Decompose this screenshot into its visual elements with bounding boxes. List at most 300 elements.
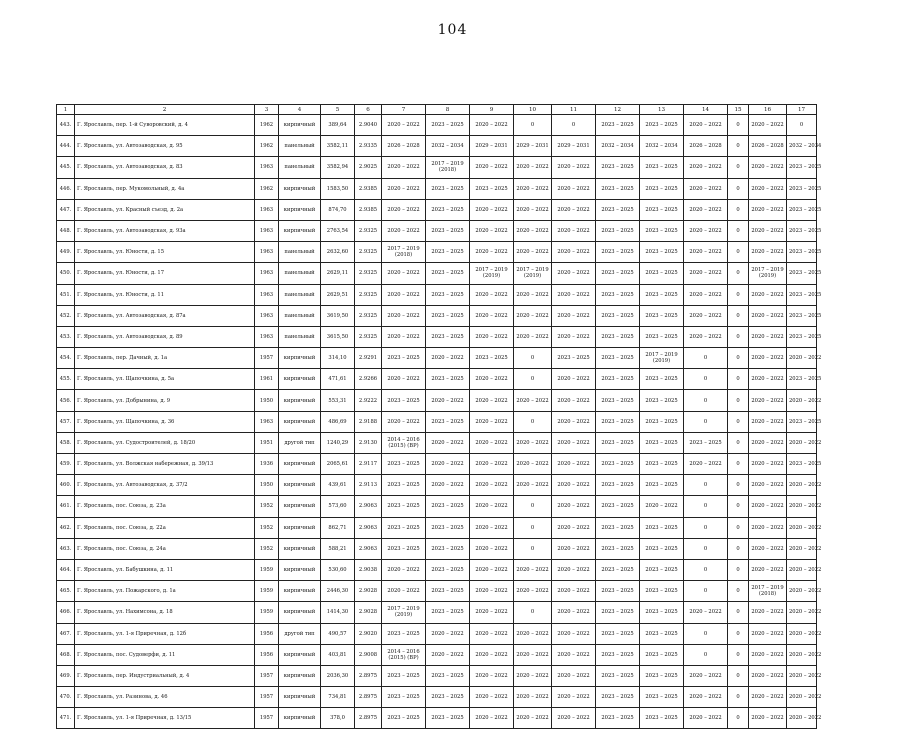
table-cell: 2023 – 2025	[596, 199, 640, 220]
table-cell: 2032 – 2034	[640, 136, 684, 157]
table-cell: 2023 – 2025	[640, 369, 684, 390]
table-cell: 2020 – 2022	[684, 220, 728, 241]
table-cell: 2020 – 2022	[552, 454, 596, 475]
address-cell: Г. Ярославль, ул. Разинова, д. 46	[75, 687, 255, 708]
table-cell: 2.9130	[355, 432, 382, 453]
table-cell: 2632,60	[321, 242, 355, 263]
table-cell: 2023 – 2025	[640, 517, 684, 538]
table-cell: 451.	[57, 284, 75, 305]
table-cell: 2032 – 2034	[426, 136, 470, 157]
table-cell: 2020 – 2022	[684, 178, 728, 199]
table-cell: 0	[787, 115, 817, 136]
table-cell: 2017 – 2019 (2019)	[514, 263, 552, 284]
table-cell: 0	[728, 305, 749, 326]
table-cell: 2023 – 2025	[596, 602, 640, 623]
table-cell: 2020 – 2022	[749, 348, 787, 369]
table-cell: 2020 – 2022	[787, 581, 817, 602]
table-cell: 0	[728, 284, 749, 305]
address-cell: Г. Ярославль, пер. Дачный, д. 1а	[75, 348, 255, 369]
table-cell: 2020 – 2022	[514, 220, 552, 241]
table-cell: 0	[728, 390, 749, 411]
table-cell: 0	[684, 517, 728, 538]
table-cell: 448.	[57, 220, 75, 241]
table-cell: 2020 – 2022	[749, 178, 787, 199]
table-cell: 2020 – 2022	[749, 644, 787, 665]
table-cell: 0	[728, 220, 749, 241]
address-cell: Г. Ярославль, ул. Автозаводская, д. 89	[75, 326, 255, 347]
table-cell: 3582,94	[321, 157, 355, 178]
table-cell: 2023 – 2025	[640, 665, 684, 686]
table-cell: 1414,30	[321, 602, 355, 623]
column-header: 12	[596, 105, 640, 115]
table-cell: 2023 – 2025	[640, 475, 684, 496]
table-cell: 2020 – 2022	[787, 348, 817, 369]
address-cell: Г. Ярославль, пер. 1-й Суворовский, д. 4	[75, 115, 255, 136]
table-cell: 2020 – 2022	[749, 115, 787, 136]
address-cell: Г. Ярославль, пер. Мукомольный, д. 4а	[75, 178, 255, 199]
table-cell: кирпичный	[279, 390, 321, 411]
table-cell: 2023 – 2025	[426, 178, 470, 199]
table-cell: 2023 – 2025	[596, 157, 640, 178]
table-cell: 1956	[255, 623, 279, 644]
table-cell: 1957	[255, 348, 279, 369]
table-cell: 2020 – 2022	[552, 644, 596, 665]
table-cell: 2020 – 2022	[749, 432, 787, 453]
table-cell: 452.	[57, 305, 75, 326]
column-header: 3	[255, 105, 279, 115]
table-cell: 1950	[255, 390, 279, 411]
table-cell: 2020 – 2022	[514, 475, 552, 496]
table-cell: 2023 – 2025	[426, 411, 470, 432]
table-cell: 2.9325	[355, 242, 382, 263]
table-cell: кирпичный	[279, 517, 321, 538]
table-cell: 2020 – 2022	[470, 687, 514, 708]
table-cell: 2020 – 2022	[552, 199, 596, 220]
table-cell: 2023 – 2025	[426, 665, 470, 686]
table-row	[57, 517, 817, 538]
table-cell: 2.9063	[355, 538, 382, 559]
table-cell: 0	[728, 517, 749, 538]
table-cell: 0	[684, 369, 728, 390]
table-cell: 0	[728, 242, 749, 263]
column-header: 7	[382, 105, 426, 115]
table-cell: 2020 – 2022	[787, 665, 817, 686]
table-row	[57, 559, 817, 580]
table-cell: 2.8975	[355, 687, 382, 708]
table-cell: 0	[514, 538, 552, 559]
table-cell: 2023 – 2025	[640, 411, 684, 432]
table-cell: 2020 – 2022	[684, 708, 728, 729]
table-cell: 0	[684, 390, 728, 411]
table-cell: 0	[514, 517, 552, 538]
table-cell: 2023 – 2025	[596, 454, 640, 475]
table-cell: 2020 – 2022	[470, 602, 514, 623]
table-cell: 0	[728, 708, 749, 729]
table-cell: 468.	[57, 644, 75, 665]
table-cell: 2.9028	[355, 581, 382, 602]
table-cell: 2023 – 2025	[552, 348, 596, 369]
table-cell: 2023 – 2025	[596, 284, 640, 305]
table-cell: 465.	[57, 581, 75, 602]
schedule-table	[56, 104, 822, 729]
table-cell: 2023 – 2025	[382, 687, 426, 708]
table-cell: 2023 – 2025	[382, 454, 426, 475]
table-cell: 2020 – 2022	[684, 115, 728, 136]
table-cell: 1959	[255, 581, 279, 602]
table-cell: 0	[728, 348, 749, 369]
table-cell: 0	[728, 178, 749, 199]
table-cell: 2023 – 2025	[640, 263, 684, 284]
table-cell: 2020 – 2022	[514, 199, 552, 220]
table-cell: 2020 – 2022	[514, 178, 552, 199]
table-cell: панельный	[279, 157, 321, 178]
table-cell: 2023 – 2025	[426, 220, 470, 241]
table-cell: 2023 – 2025	[640, 305, 684, 326]
table-cell: 2036,30	[321, 665, 355, 686]
address-cell: Г. Ярославль, ул. Добрынина, д. 9	[75, 390, 255, 411]
table-cell: панельный	[279, 284, 321, 305]
table-cell: 2065,61	[321, 454, 355, 475]
table-cell: 2020 – 2022	[470, 475, 514, 496]
table-cell: 2.9325	[355, 263, 382, 284]
address-cell: Г. Ярославль, ул. 1-я Приречная, д. 13/15	[75, 708, 255, 729]
table-cell: 2023 – 2025	[426, 284, 470, 305]
address-cell: Г. Ярославль, ул. Волжская набережная, д. 39/13	[75, 454, 255, 475]
table-row	[57, 284, 817, 305]
table-cell: 2020 – 2022	[514, 708, 552, 729]
table-cell: 1952	[255, 496, 279, 517]
table-cell: 2023 – 2025	[382, 708, 426, 729]
table-cell: 2020 – 2022	[787, 708, 817, 729]
table-row	[57, 454, 817, 475]
table-cell: 2023 – 2025	[640, 284, 684, 305]
table-row	[57, 411, 817, 432]
table-cell: кирпичный	[279, 199, 321, 220]
table-cell: 2.9025	[355, 157, 382, 178]
table-row	[57, 157, 817, 178]
table-cell: 2023 – 2025	[596, 411, 640, 432]
table-cell: 1961	[255, 369, 279, 390]
table-cell: 2020 – 2022	[684, 602, 728, 623]
table-cell: 2020 – 2022	[382, 199, 426, 220]
column-header: 16	[749, 105, 787, 115]
address-cell: Г. Ярославль, пос. Союза, д. 24а	[75, 538, 255, 559]
table-cell: 2023 – 2025	[596, 390, 640, 411]
table-cell: 2020 – 2022	[787, 496, 817, 517]
table-cell: 2020 – 2022	[749, 157, 787, 178]
table-cell: 2023 – 2025	[684, 432, 728, 453]
table-cell: 2023 – 2025	[596, 559, 640, 580]
table-cell: 2017 – 2019 (2018)	[382, 242, 426, 263]
table-cell: 1962	[255, 136, 279, 157]
table-cell: 2020 – 2022	[749, 305, 787, 326]
table-cell: 450.	[57, 263, 75, 284]
table-row	[57, 242, 817, 263]
table-cell: 2.9020	[355, 623, 382, 644]
table-cell: 2023 – 2025	[382, 517, 426, 538]
column-header: 14	[684, 105, 728, 115]
table-cell: 1936	[255, 454, 279, 475]
table-cell: 2023 – 2025	[640, 432, 684, 453]
table-cell: 2023 – 2025	[426, 708, 470, 729]
table-cell: 2020 – 2022	[749, 199, 787, 220]
table-cell: 2023 – 2025	[596, 348, 640, 369]
table-cell: 460.	[57, 475, 75, 496]
table-cell: 2020 – 2022	[787, 475, 817, 496]
table-cell: 2020 – 2022	[552, 263, 596, 284]
address-cell: Г. Ярославль, ул. Юности, д. 11	[75, 284, 255, 305]
table-cell: другой тип	[279, 432, 321, 453]
table-cell: 2020 – 2022	[382, 115, 426, 136]
column-header: 13	[640, 105, 684, 115]
table-cell: 588,21	[321, 538, 355, 559]
table-row	[57, 496, 817, 517]
table-cell: кирпичный	[279, 411, 321, 432]
table-cell: 444.	[57, 136, 75, 157]
table-cell: 0	[728, 157, 749, 178]
table-cell: 2.9117	[355, 454, 382, 475]
table-cell: 2020 – 2022	[552, 581, 596, 602]
table-cell: 2023 – 2025	[596, 178, 640, 199]
table-cell: 2023 – 2025	[382, 475, 426, 496]
table-cell: 2023 – 2025	[787, 454, 817, 475]
table-cell: 2020 – 2022	[749, 559, 787, 580]
table-row	[57, 136, 817, 157]
table-cell: 2020 – 2022	[787, 623, 817, 644]
table-cell: 2020 – 2022	[514, 305, 552, 326]
table-cell: 0	[728, 644, 749, 665]
schedule-table-container	[56, 104, 822, 729]
table-cell: 2023 – 2025	[640, 644, 684, 665]
table-cell: 2023 – 2025	[382, 623, 426, 644]
table-cell: 0	[728, 581, 749, 602]
table-cell: 1957	[255, 665, 279, 686]
table-cell: 2023 – 2025	[596, 496, 640, 517]
table-cell: 2.9266	[355, 369, 382, 390]
table-cell: 0	[728, 263, 749, 284]
table-cell: 2020 – 2022	[470, 242, 514, 263]
table-row	[57, 390, 817, 411]
table-cell: 454.	[57, 348, 75, 369]
table-cell: 2020 – 2022	[552, 220, 596, 241]
table-cell: 2020 – 2022	[470, 199, 514, 220]
table-cell: 1952	[255, 538, 279, 559]
table-row	[57, 115, 817, 136]
table-cell: 1963	[255, 284, 279, 305]
table-cell: 2023 – 2025	[470, 348, 514, 369]
table-cell: кирпичный	[279, 220, 321, 241]
table-cell: 2023 – 2025	[596, 708, 640, 729]
table-cell: 2020 – 2022	[382, 284, 426, 305]
table-cell: 314,10	[321, 348, 355, 369]
table-cell: 0	[728, 496, 749, 517]
table-cell: 2020 – 2022	[552, 178, 596, 199]
table-row	[57, 220, 817, 241]
table-cell: 2020 – 2022	[514, 644, 552, 665]
table-cell: 469.	[57, 665, 75, 686]
column-header: 17	[787, 105, 817, 115]
table-cell: 2020 – 2022	[470, 369, 514, 390]
table-cell: 2020 – 2022	[514, 157, 552, 178]
address-cell: Г. Ярославль, ул. Автозаводская, д. 83	[75, 157, 255, 178]
table-cell: 2.9335	[355, 136, 382, 157]
table-cell: 0	[684, 475, 728, 496]
table-cell: 0	[514, 496, 552, 517]
table-cell: 2020 – 2022	[552, 665, 596, 686]
table-cell: 2020 – 2022	[749, 411, 787, 432]
table-cell: 2020 – 2022	[684, 665, 728, 686]
table-cell: 455.	[57, 369, 75, 390]
table-cell: 2023 – 2025	[426, 602, 470, 623]
table-row	[57, 708, 817, 729]
table-cell: 2023 – 2025	[596, 220, 640, 241]
table-cell: 1959	[255, 602, 279, 623]
table-cell: 2023 – 2025	[596, 644, 640, 665]
table-cell: 456.	[57, 390, 75, 411]
table-cell: 2023 – 2025	[596, 623, 640, 644]
table-row	[57, 178, 817, 199]
table-cell: 0	[514, 115, 552, 136]
table-cell: 2020 – 2022	[787, 644, 817, 665]
table-cell: 2017 – 2019 (2018)	[749, 581, 787, 602]
table-cell: 0	[728, 538, 749, 559]
table-cell: 2.9038	[355, 559, 382, 580]
table-cell: 2023 – 2025	[426, 559, 470, 580]
table-cell: 2020 – 2022	[749, 665, 787, 686]
table-row	[57, 538, 817, 559]
table-cell: 2020 – 2022	[514, 623, 552, 644]
table-cell: 2020 – 2022	[470, 115, 514, 136]
table-cell: 2017 – 2019 (2019)	[749, 263, 787, 284]
table-cell: 0	[684, 644, 728, 665]
table-cell: 389,64	[321, 115, 355, 136]
table-cell: 2023 – 2025	[426, 305, 470, 326]
table-cell: 0	[514, 411, 552, 432]
table-cell: 2023 – 2025	[787, 242, 817, 263]
address-cell: Г. Ярославль, ул. Автозаводская, д. 93а	[75, 220, 255, 241]
table-cell: 2020 – 2022	[787, 517, 817, 538]
table-cell: 1962	[255, 115, 279, 136]
table-cell: 2.9063	[355, 496, 382, 517]
table-cell: 2.9325	[355, 284, 382, 305]
table-row	[57, 665, 817, 686]
table-cell: 2023 – 2025	[640, 602, 684, 623]
table-cell: 2020 – 2022	[552, 390, 596, 411]
table-cell: 2020 – 2022	[552, 687, 596, 708]
table-cell: 2020 – 2022	[426, 432, 470, 453]
table-cell: 2023 – 2025	[640, 390, 684, 411]
table-cell: панельный	[279, 263, 321, 284]
table-cell: 2020 – 2022	[749, 708, 787, 729]
table-cell: 2020 – 2022	[470, 623, 514, 644]
table-cell: 1957	[255, 708, 279, 729]
table-cell: 445.	[57, 157, 75, 178]
column-header: 6	[355, 105, 382, 115]
table-cell: 2023 – 2025	[596, 687, 640, 708]
table-cell: 862,71	[321, 517, 355, 538]
table-cell: 2020 – 2022	[382, 581, 426, 602]
table-cell: 2020 – 2022	[470, 538, 514, 559]
table-cell: 2020 – 2022	[684, 242, 728, 263]
table-cell: 2.8975	[355, 708, 382, 729]
table-cell: 2023 – 2025	[787, 305, 817, 326]
table-cell: 2020 – 2022	[749, 687, 787, 708]
table-cell: 1963	[255, 199, 279, 220]
table-cell: 446.	[57, 178, 75, 199]
table-cell: 2020 – 2022	[426, 623, 470, 644]
table-cell: 2.9325	[355, 326, 382, 347]
table-cell: 1963	[255, 305, 279, 326]
table-header-row	[57, 105, 817, 115]
table-row	[57, 432, 817, 453]
table-cell: 2020 – 2022	[552, 284, 596, 305]
table-cell: 2020 – 2022	[787, 687, 817, 708]
table-cell: 2020 – 2022	[470, 496, 514, 517]
table-cell: 2020 – 2022	[552, 623, 596, 644]
table-cell: кирпичный	[279, 369, 321, 390]
table-cell: 2020 – 2022	[514, 559, 552, 580]
table-cell: 2020 – 2022	[470, 326, 514, 347]
table-cell: 2029 – 2031	[514, 136, 552, 157]
table-cell: 457.	[57, 411, 75, 432]
table-cell: 0	[728, 687, 749, 708]
table-cell: 2446,30	[321, 581, 355, 602]
table-cell: 2.9028	[355, 602, 382, 623]
table-cell: 2023 – 2025	[596, 475, 640, 496]
table-cell: 2023 – 2025	[382, 496, 426, 517]
table-cell: 2020 – 2022	[684, 157, 728, 178]
table-cell: 2020 – 2022	[787, 538, 817, 559]
table-cell: 2020 – 2022	[426, 644, 470, 665]
table-cell: 2020 – 2022	[470, 454, 514, 475]
table-cell: 874,70	[321, 199, 355, 220]
table-cell: 443.	[57, 115, 75, 136]
table-cell: 2020 – 2022	[749, 242, 787, 263]
table-cell: 0	[684, 581, 728, 602]
table-cell: кирпичный	[279, 475, 321, 496]
table-cell: 734,81	[321, 687, 355, 708]
table-cell: 2020 – 2022	[684, 284, 728, 305]
table-cell: 2023 – 2025	[787, 263, 817, 284]
table-row	[57, 369, 817, 390]
table-cell: 2023 – 2025	[596, 115, 640, 136]
table-cell: 2023 – 2025	[426, 517, 470, 538]
column-header: 10	[514, 105, 552, 115]
table-cell: 2023 – 2025	[640, 157, 684, 178]
table-cell: 2020 – 2022	[749, 454, 787, 475]
table-cell: 0	[728, 411, 749, 432]
table-cell: 2026 – 2028	[749, 136, 787, 157]
address-cell: Г. Ярославль, ул. Автозаводская, д. 95	[75, 136, 255, 157]
table-cell: 2023 – 2025	[382, 348, 426, 369]
table-cell: 2020 – 2022	[382, 263, 426, 284]
table-cell: 2023 – 2025	[640, 623, 684, 644]
table-cell: 378,0	[321, 708, 355, 729]
table-cell: 1583,50	[321, 178, 355, 199]
table-cell: 0	[684, 623, 728, 644]
table-cell: 3619,50	[321, 305, 355, 326]
table-cell: 0	[514, 602, 552, 623]
table-cell: кирпичный	[279, 687, 321, 708]
table-cell: 2020 – 2022	[552, 326, 596, 347]
table-cell: 2020 – 2022	[552, 157, 596, 178]
table-cell: 2023 – 2025	[640, 708, 684, 729]
table-cell: 2023 – 2025	[426, 687, 470, 708]
table-cell: 2020 – 2022	[514, 581, 552, 602]
table-cell: кирпичный	[279, 178, 321, 199]
table-cell: 3582,11	[321, 136, 355, 157]
table-cell: 530,60	[321, 559, 355, 580]
